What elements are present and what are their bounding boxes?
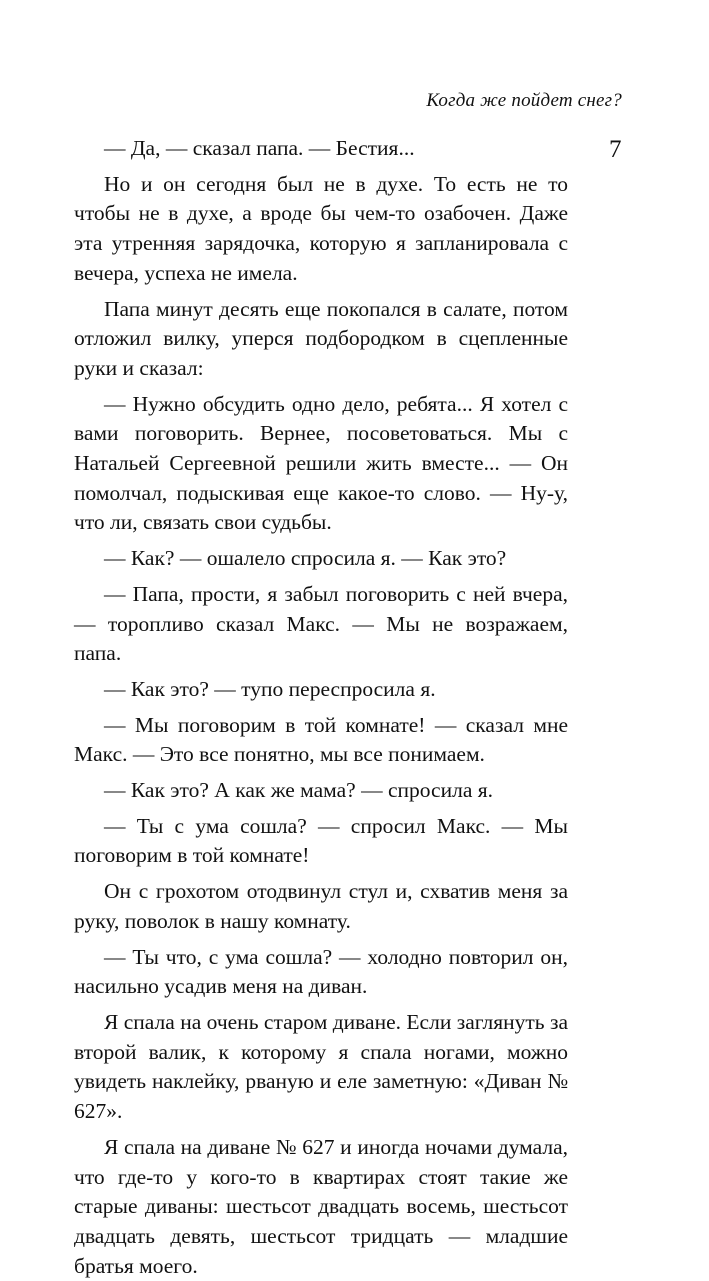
paragraph: Я спала на диване № 627 и иногда ночами думала, что где-то у кого-то в квартирах стоят такие же старые диваны: шестьсот двадцать восемь, шестьсот двадцать девять, шестьсот тридцать — младшие братья моего. [74,1134,568,1278]
paragraph: — Ты с ума сошла? — спросил Макс. — Мы поговорим в той комнате! [74,813,568,868]
paragraph: Папа минут десять еще покопался в салате, потом отложил вилку, уперся подбородком в сцепленные руки и сказал: [74,296,568,380]
paragraph: — Да, — сказал папа. — Бестия... [104,136,415,160]
paragraph: Он с грохотом отодвинул стул и, схватив меня за руку, поволок в нашу комнату. [74,879,568,933]
paragraph: — Нужно обсудить одно дело, ребята... Я хотел с вами поговорить. Вернее, посоветоваться. Мы с Натальей Сергеевной решили жить вместе... — Он помолчал, подыскивая еще какое-то слово. — Ну-у, что ли, связать свои судьбы. [74,391,568,535]
page-number: 7 [609,136,622,163]
body-text [74,134,568,1281]
paragraph: — Ты что, с ума сошла? — холодно повторил он, насильно усадив меня на диван. [74,944,568,999]
paragraph: Но и он сегодня был не в духе. То есть не то чтобы не в духе, а вроде бы чем-то озабочен. Даже эта утренняя зарядочка, которую я запланировала с вечера, успеха не имела. [74,171,568,285]
paragraph: — Как это? — тупо переспросила я. [104,676,436,701]
paragraph: — Мы поговорим в той комнате! — сказал мне Макс. — Это все понятно, мы все понимаем. [74,712,568,767]
paragraph: — Папа, прости, я забыл поговорить с ней вчера, — торопливо сказал Макс. — Мы не возражаем, папа. [74,581,568,666]
paragraph: Я спала на очень старом диване. Если заглянуть за второй валик, к которому я спала ногами, можно увидеть наклейку, рваную и еле заметную: «Диван № 627». [74,1009,568,1124]
paragraph: — Как это? А как же мама? — спросила я. [104,778,494,803]
running-title: Когда же пойдет снег? [426,90,622,111]
paragraph: — Как? — ошалело спросила я. — Как это? [104,546,507,571]
